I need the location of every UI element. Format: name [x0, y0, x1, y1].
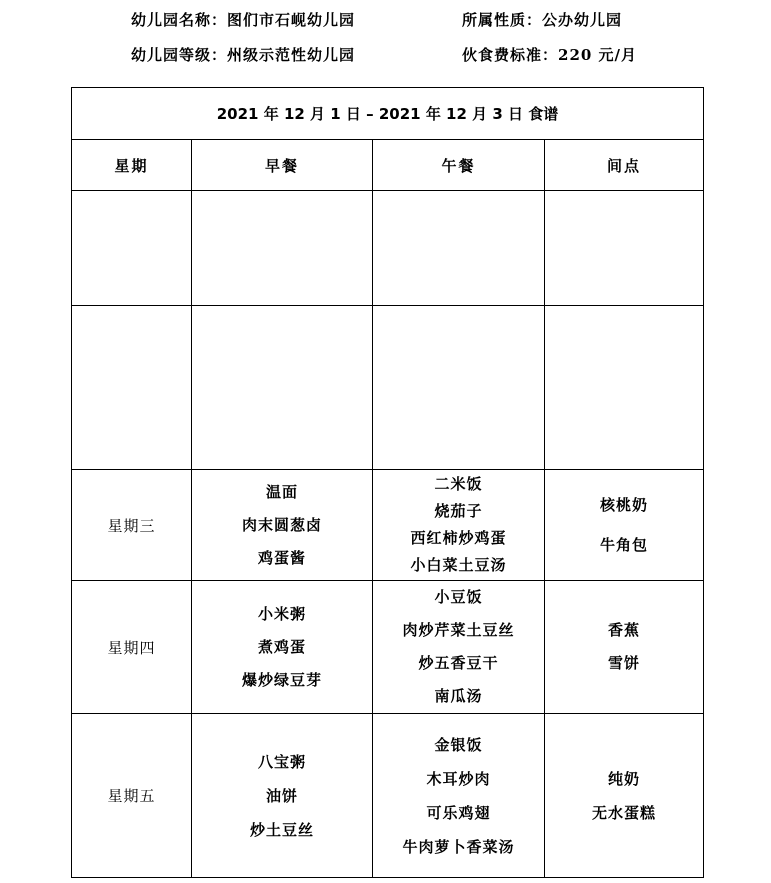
empty-cell	[545, 191, 704, 306]
dish-item: 八宝粥	[257, 752, 306, 771]
dish-item: 纯奶	[608, 769, 641, 788]
dish-item: 油饼	[265, 786, 298, 805]
dish-item: 雪饼	[608, 654, 641, 672]
weekday-cell: 星期三	[72, 470, 192, 581]
dish-item: 肉末圆葱卤	[241, 515, 322, 534]
menu-title: 2021 年 12 月 1 日 – 2021 年 12 月 3 日 食谱	[72, 88, 704, 140]
kindergarten-name: 幼儿园名称：图们市石岘幼儿园	[131, 11, 356, 29]
dish-item: 木耳炒肉	[426, 769, 491, 788]
dish-item: 温面	[265, 482, 298, 501]
dish-item: 金银饭	[434, 735, 483, 754]
dish-item: 香蕉	[608, 621, 641, 639]
dish-item: 炒土豆丝	[249, 820, 314, 839]
snack-cell	[545, 714, 704, 878]
weekday-cell: 星期五	[72, 714, 192, 878]
header-lunch: 午餐	[373, 140, 545, 191]
meal-fee-standard: 伙食费标准：220 元/月	[462, 46, 638, 64]
dish-item: 煮鸡蛋	[257, 637, 306, 656]
table-row-wednesday	[72, 470, 704, 581]
dish-item: 牛肉萝卜香菜汤	[402, 837, 515, 856]
dish-item: 鸡蛋酱	[257, 548, 306, 567]
table-row-empty	[72, 191, 704, 306]
menu-table	[71, 87, 704, 878]
table-row-friday	[72, 714, 704, 878]
dish-item: 肉炒芹菜土豆丝	[402, 621, 515, 639]
empty-cell	[373, 306, 545, 470]
dish-item: 炒五香豆干	[418, 654, 499, 672]
dish-item: 二米饭	[434, 475, 483, 493]
breakfast-cell	[192, 714, 373, 878]
empty-cell	[373, 191, 545, 306]
header-weekday: 星期	[72, 140, 192, 191]
dish-item: 小米粥	[257, 604, 306, 623]
header-breakfast: 早餐	[192, 140, 373, 191]
empty-cell	[72, 191, 192, 306]
empty-cell	[192, 306, 373, 470]
kindergarten-nature: 所属性质：公办幼儿园	[462, 11, 623, 29]
empty-cell	[545, 306, 704, 470]
dish-item: 核桃奶	[600, 496, 649, 514]
snack-cell	[545, 470, 704, 581]
dish-item: 南瓜汤	[434, 687, 483, 705]
empty-cell	[72, 306, 192, 470]
dish-item: 西红柿炒鸡蛋	[410, 529, 507, 547]
dish-item: 小豆饭	[434, 588, 483, 606]
table-row-thursday	[72, 581, 704, 714]
empty-cell	[192, 191, 373, 306]
dish-item: 小白菜土豆汤	[410, 556, 507, 574]
lunch-cell	[373, 470, 545, 581]
dish-item: 爆炒绿豆芽	[241, 670, 322, 689]
header-snack: 间点	[545, 140, 704, 191]
dish-item: 牛角包	[600, 536, 649, 554]
breakfast-cell	[192, 581, 373, 714]
breakfast-cell	[192, 470, 373, 581]
dish-item: 无水蛋糕	[592, 803, 657, 822]
kindergarten-level: 幼儿园等级：州级示范性幼儿园	[131, 46, 356, 64]
weekday-cell: 星期四	[72, 581, 192, 714]
dish-item: 可乐鸡翅	[426, 803, 491, 822]
snack-cell	[545, 581, 704, 714]
table-row-empty	[72, 306, 704, 470]
lunch-cell	[373, 581, 545, 714]
dish-item: 烧茄子	[434, 502, 483, 520]
lunch-cell	[373, 714, 545, 878]
